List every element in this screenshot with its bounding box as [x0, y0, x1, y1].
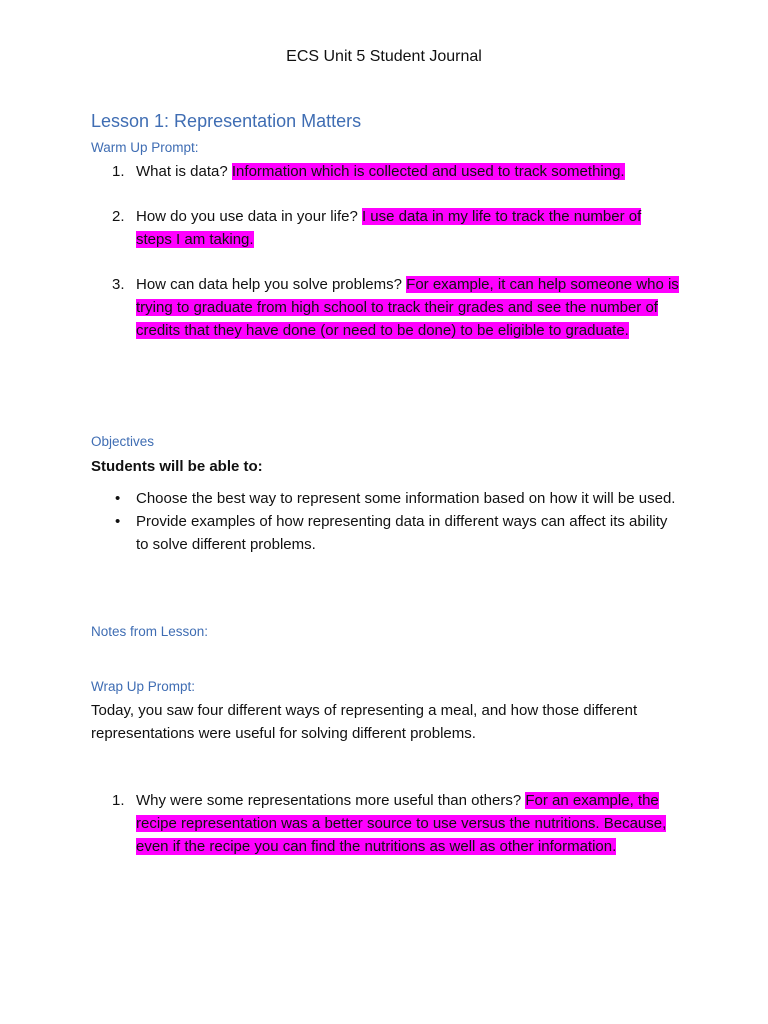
item-number: 1.: [112, 163, 125, 180]
bullet-icon: •: [115, 513, 121, 530]
item-number: 3.: [112, 276, 125, 293]
item-number: 2.: [112, 208, 125, 225]
wrap-up-paragraph: Today, you saw four different ways of representing a meal, and how those different representations were useful for solving different problems.: [91, 702, 638, 742]
question-text: What is data?: [136, 163, 232, 180]
list-item: [91, 205, 681, 251]
list-item: [91, 487, 681, 510]
answer-highlight: For example, it can help someone who is trying to graduate from high school to track their grades and see the number of credits that they have done (or need to be done) to be eligible to graduate.: [136, 276, 679, 339]
question-text: Why were some representations more useful than others?: [136, 792, 526, 809]
objectives-label: Objectives: [91, 434, 155, 449]
bullet-icon: •: [115, 490, 121, 507]
wrap-up-list: [91, 789, 681, 858]
objectives-list: [91, 487, 681, 556]
notes-label: Notes from Lesson:: [91, 624, 209, 639]
list-item: [91, 160, 681, 183]
warm-up-label: Warm Up Prompt:: [91, 140, 199, 155]
wrap-up-label: Wrap Up Prompt:: [91, 679, 196, 694]
objectives-intro: Students will be able to:: [91, 458, 263, 475]
item-number: 1.: [112, 792, 125, 809]
list-item: [91, 273, 681, 342]
list-item: [91, 789, 681, 858]
question-text: How do you use data in your life?: [136, 208, 362, 225]
lesson-heading: Lesson 1: Representation Matters: [91, 111, 362, 131]
objective-text: Provide examples of how representing data in different ways can affect its ability to solve different problems.: [136, 513, 668, 553]
objective-text: Choose the best way to represent some information based on how it will be used.: [136, 490, 676, 507]
document-title: ECS Unit 5 Student Journal: [286, 48, 482, 65]
question-text: How can data help you solve problems?: [136, 276, 407, 293]
answer-highlight: I use data in my life to track the number of steps I am taking.: [136, 208, 642, 248]
list-item: [91, 510, 681, 556]
answer-highlight: For an example, the recipe representation was a better source to use versus the nutritions. Because, even if the recipe you can find the nutritions as well as other information.: [136, 792, 667, 855]
warm-up-list: [91, 160, 681, 342]
answer-highlight: Information which is collected and used to track something.: [231, 163, 625, 180]
